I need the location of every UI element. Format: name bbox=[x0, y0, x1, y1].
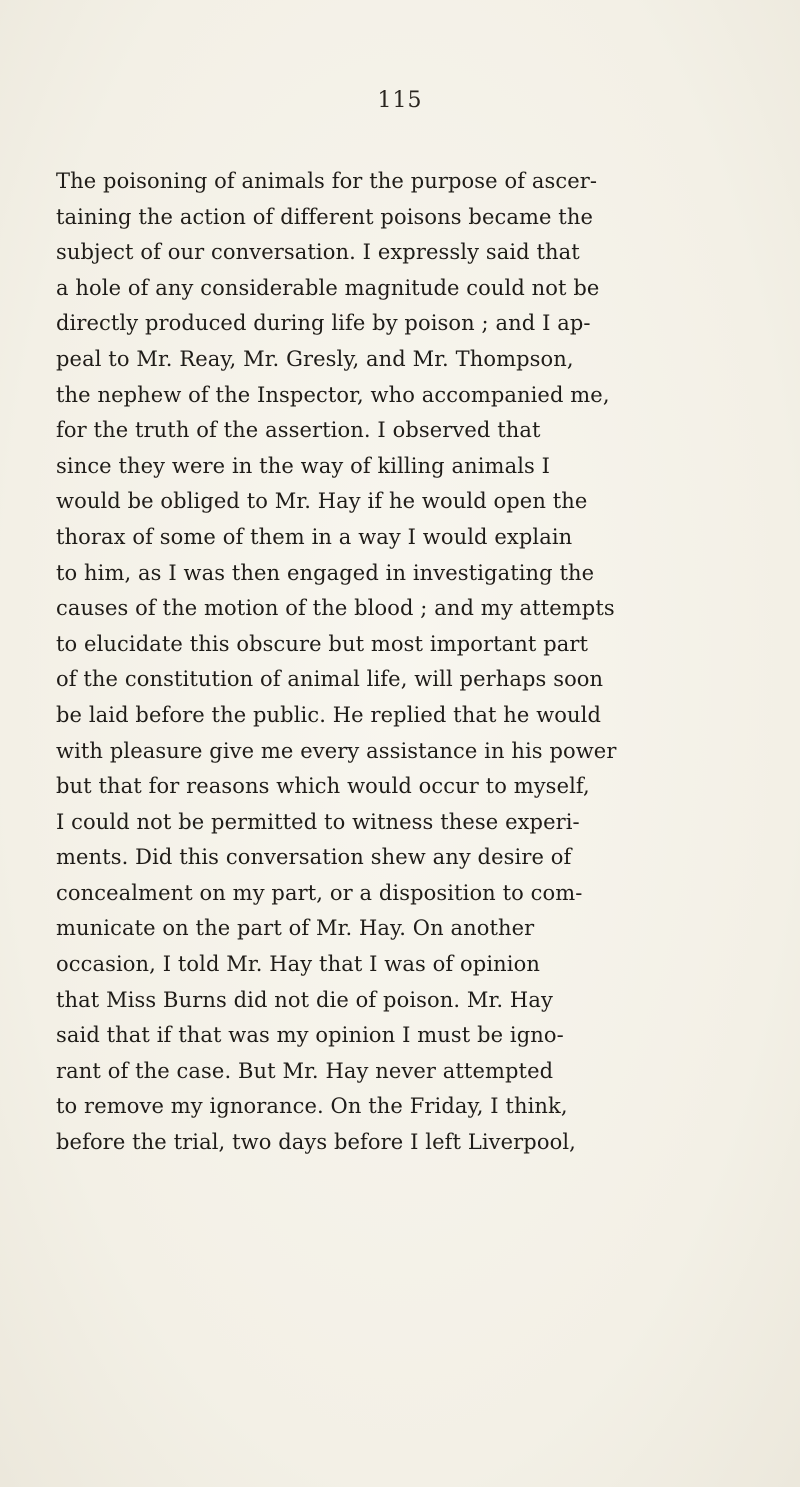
text-line: The poisoning of animals for the purpose of ascer- bbox=[56, 169, 598, 193]
text-line: ments. Did this conversation shew any desire of bbox=[56, 845, 572, 870]
text-line: since they were in the way of killing animals I bbox=[56, 453, 551, 478]
text-line: taining the action of different poisons became the bbox=[56, 204, 593, 229]
text-line: rant of the case. But Mr. Hay never attempted bbox=[56, 1058, 554, 1083]
text-line: to remove my ignorance. On the Friday, I think, bbox=[56, 1094, 568, 1119]
text-line: I could not be permitted to witness these experi- bbox=[56, 809, 580, 834]
text-line: subject of our conversation. I expressly said that bbox=[56, 240, 580, 265]
text-line: before the trial, two days before I left Liverpool, bbox=[56, 1130, 576, 1155]
text-line: would be obliged to Mr. Hay if he would open the bbox=[56, 489, 588, 514]
text-line: municate on the part of Mr. Hay. On another bbox=[56, 916, 535, 941]
text-line: but that for reasons which would occur to myself, bbox=[56, 774, 590, 799]
text-line: the nephew of the Inspector, who accompanied me, bbox=[56, 382, 610, 407]
text-line: thorax of some of them in a way I would explain bbox=[56, 524, 573, 549]
page-number: 115 bbox=[377, 88, 423, 113]
text-line: concealment on my part, or a disposition to com- bbox=[56, 880, 583, 905]
text-line: occasion, I told Mr. Hay that I was of opinion bbox=[56, 952, 540, 977]
text-line: with pleasure give me every assistance in his power bbox=[56, 738, 617, 763]
text-line: be laid before the public. He replied that he would bbox=[56, 702, 601, 727]
text-line: that Miss Burns did not die of poison. Mr. Hay bbox=[56, 987, 553, 1012]
text-line: of the constitution of animal life, will perhaps soon bbox=[56, 667, 604, 692]
text-line: for the truth of the assertion. I observed that bbox=[56, 418, 541, 443]
text-line: a hole of any considerable magnitude could not be bbox=[56, 275, 600, 300]
text-line: causes of the motion of the blood ; and my attempts bbox=[56, 596, 615, 621]
body-text bbox=[56, 164, 736, 1161]
text-line: to him, as I was then engaged in investigating the bbox=[56, 560, 595, 585]
text-line: to elucidate this obscure but most important part bbox=[56, 631, 589, 656]
text-line: peal to Mr. Reay, Mr. Gresly, and Mr. Thompson, bbox=[56, 346, 574, 371]
text-line: directly produced during life by poison ; and I ap- bbox=[56, 311, 591, 336]
text-line: said that if that was my opinion I must be igno- bbox=[56, 1023, 564, 1048]
